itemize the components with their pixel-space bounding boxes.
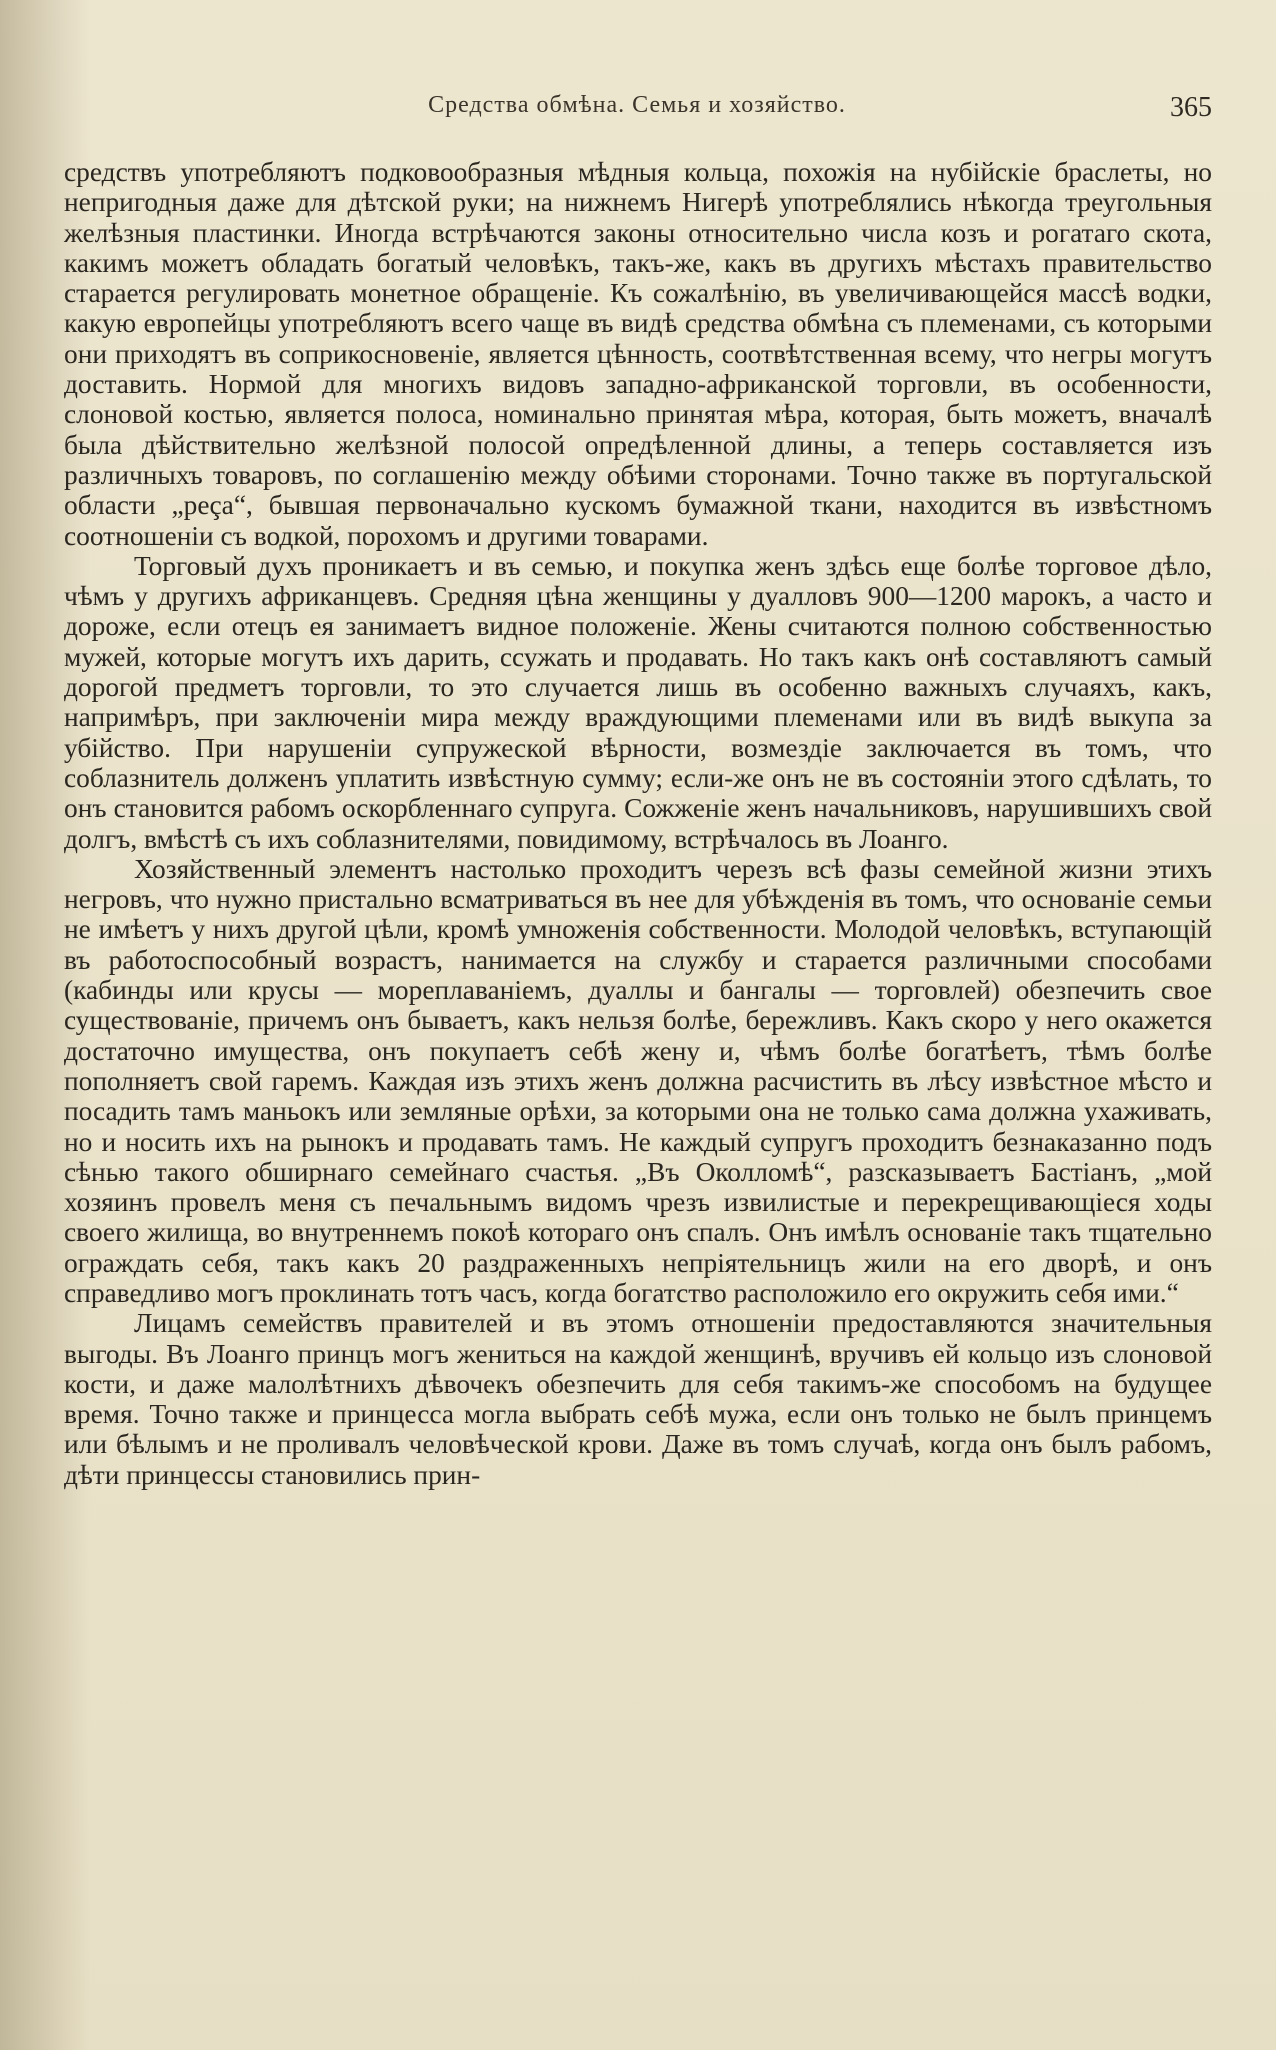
running-head: Средства обмѣна. Семья и хозяйство. [428,92,846,118]
page-header [62,92,1212,132]
paragraph: Хозяйственный элементъ настолько проходитъ черезъ всѣ фазы семейной жизни этихъ негровъ, что нужно пристально всматриваться въ нее для убѣжденія въ томъ, что основаніе семьи не имѣетъ у нихъ другой цѣли, кромѣ умноженія собственности. Молодой человѣкъ, вступающій въ работоспособный возрастъ, нанимается на службу и старается различными способами (кабинды или крусы — мореплаваніемъ, дуаллы и бангалы — торговлей) обезпечить свое существованіе, причемъ онъ бываетъ, какъ нельзя болѣе, бережливъ. Какъ скоро у него окажется достаточно имущества, онъ покупаетъ себѣ жену и, чѣмъ болѣе богатѣетъ, тѣмъ болѣе пополняетъ свой гаремъ. Каждая изъ этихъ женъ должна расчистить въ лѣсу извѣстное мѣсто и посадить тамъ маньокъ или земляные орѣхи, за которыми она не только сама должна ухаживать, но и носить ихъ на рынокъ и продавать тамъ. Не каждый супругъ проходитъ безнаказанно подъ сѣнью такого обширнаго семейнаго счастья. „Въ Околломѣ“, разсказываетъ Бастіанъ, „мой хозяинъ провелъ меня съ печальнымъ видомъ чрезъ извилистые и перекрещивающіеся ходы своего жилища, во внутреннемъ покоѣ котораго онъ спалъ. Онъ имѣлъ основаніе такъ тщательно ограждать себя, такъ какъ 20 раздраженныхъ непріятельницъ жили на его дворѣ, и онъ справедливо могъ проклинать тотъ часъ, когда богатство расположило его окружить себя ими.“ [64,853,1212,1308]
body-text [64,157,1212,1490]
paragraph: Торговый духъ проникаетъ и въ семью, и покупка женъ здѣсь еще болѣе торговое дѣло, чѣмъ у другихъ африканцевъ. Средняя цѣна женщины у дуалловъ 900—1200 марокъ, а часто и дороже, если отецъ ея занимаетъ видное положеніе. Жены считаются полною собственностью мужей, которые могутъ ихъ дарить, ссужать и продавать. Но такъ какъ онѣ составляютъ самый дорогой предметъ торговли, то это случается лишь въ особенно важныхъ случаяхъ, какъ, напримѣръ, при заключеніи мира между враждующими племенами или въ видѣ выкупа за убійство. При нарушеніи супружеской вѣрности, возмездіе заключается въ томъ, что соблазнитель долженъ уплатить извѣстную сумму; если-же онъ не въ состояніи этого сдѣлать, то онъ становится рабомъ оскорбленнаго супруга. Сожженіе женъ начальниковъ, нарушившихъ свой долгъ, вмѣстѣ съ ихъ соблазнителями, повидимому, встрѣчалось въ Лоанго. [64,550,1212,854]
paragraph: средствъ употребляютъ подковообразныя мѣдныя кольца, похожія на нубійскіе браслеты, но непригодныя даже для дѣтской руки; на нижнемъ Нигерѣ употреблялись нѣкогда треугольныя желѣзныя пластинки. Иногда встрѣчаются законы относительно числа козъ и рогатаго скота, какимъ можетъ обладать богатый человѣкъ, такъ-же, какъ въ другихъ мѣстахъ правительство старается регулировать монетное обращеніе. Къ сожалѣнію, въ увеличивающейся массѣ водки, какую европейцы употребляютъ всего чаще въ видѣ средства обмѣна съ племенами, съ которыми они приходятъ въ соприкосновеніе, является цѣнность, соотвѣтственная всему, что негры могутъ доставить. Нормой для многихъ видовъ западно-африканской торговли, въ особенности, слоновой костью, является полоса, номинально принятая мѣра, которая, быть можетъ, вначалѣ была дѣйствительно желѣзной полосой опредѣленной длины, а теперь составляется изъ различныхъ товаровъ, по соглашенію между обѣими сторонами. Точно также въ португальской области „peça“, бывшая первоначально кускомъ бумажной ткани, находится въ извѣстномъ соотношеніи съ водкой, порохомъ и другими товарами. [64,157,1212,551]
page-number: 365 [1170,92,1212,123]
paragraph: Лицамъ семействъ правителей и въ этомъ отношеніи предоставляются значительныя выгоды. Въ Лоанго принцъ могъ жениться на каждой женщинѣ, вручивъ ей кольцо изъ слоновой кости, и даже малолѣтнихъ дѣвочекъ обезпечить для себя такимъ-же способомъ на будущее время. Точно также и принцесса могла выбрать себѣ мужа, если онъ только не былъ принцемъ или бѣлымъ и не проливалъ человѣческой крови. Даже въ томъ случаѣ, когда онъ былъ рабомъ, дѣти принцессы становились прин- [64,1308,1212,1490]
